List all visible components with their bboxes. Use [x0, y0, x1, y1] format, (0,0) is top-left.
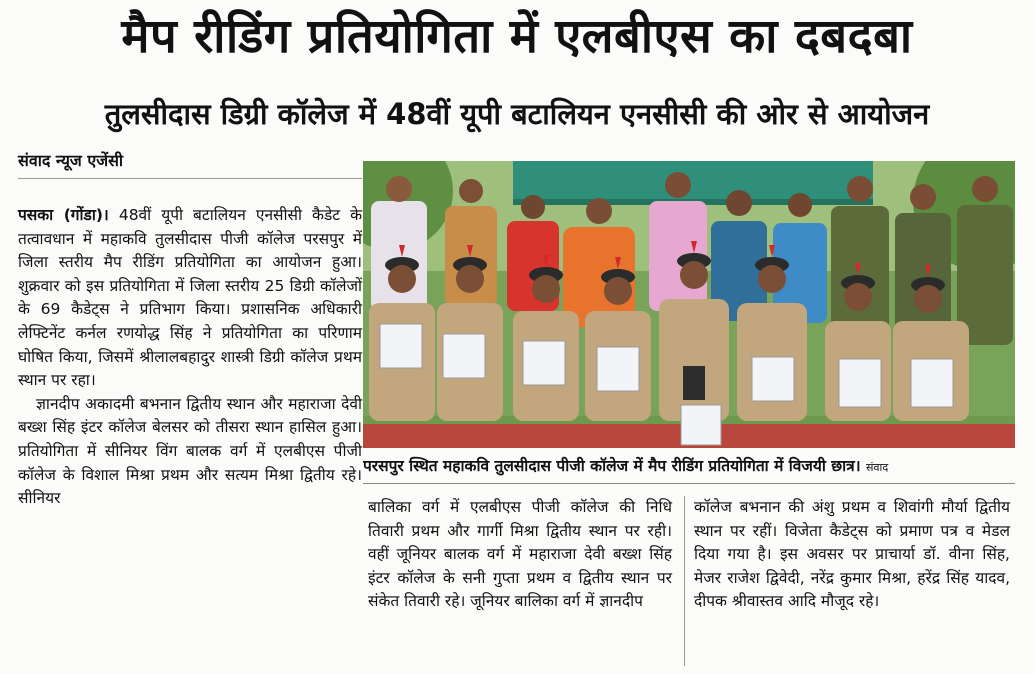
paragraph-3: बालिका वर्ग में एलबीएस पीजी कॉलेज की निधि तिवारी प्रथम और गार्गी मिश्रा द्वितीय स्थान पर रही। वहीं जूनियर बालक वर्ग में महाराजा देवी बख्श सिंह इंटर कॉलेज के सनी गुप्ता प्रथम व द्वितीय स्थान पर संकेत तिवारी रहे। जूनियर बालिका वर्ग में ज्ञानदीप: [368, 498, 672, 611]
photo-caption-text: परसपुर स्थित महाकवि तुलसीदास पीजी कॉलेज में मैप रीडिंग प्रतियोगिता में विजयी छात्र।: [363, 457, 861, 475]
article-column-1: [18, 204, 362, 511]
dateline: पसका (गोंडा)।: [18, 206, 109, 224]
photo-credit: संवाद: [866, 461, 889, 474]
subheadline: तुलसीदास डिग्री कॉलेज में 48वीं यूपी बटालियन एनसीसी की ओर से आयोजन: [104, 97, 930, 131]
news-photo: [363, 161, 1015, 448]
article-column-2: [368, 496, 672, 614]
group-photo-illustration: [363, 161, 1015, 448]
paragraph-1: [18, 204, 362, 393]
photo-caption: [363, 449, 1015, 484]
byline: संवाद न्यूज एजेंसी: [18, 150, 362, 179]
paragraph-2: [18, 393, 362, 511]
paragraph-1-text: 48वीं यूपी बटालियन एनसीसी कैडेट के तत्वावधान में महाकवि तुलसीदास पीजी कॉलेज परसपुर में जिला स्तरीय मैप रीडिंग प्रतियोगिता का आयोजन हुआ। शुक्रवार को इस प्रतियोगिता में जिला स्तरीय 25 डिग्री कॉलेजों के 69 कैडेट्स ने प्रतिभाग किया। प्रशासनिक अधिकारी लेफ्टिनेंट कर्नल रणयोद्ध सिंह ने प्रतियोगिता का परिणाम घोषित किया, जिसमें श्रीलालबहादुर शास्त्री डिग्री कॉलेज प्रथम स्थान पर रहा।: [18, 206, 362, 390]
paragraph-2-text: ज्ञानदीप अकादमी बभनान द्वितीय स्थान और महाराजा देवी बख्श सिंह इंटर कॉलेज बेलसर को तीसरा स्थान हासिल हुआ। प्रतियोगिता में सीनियर विंग बालक वर्ग में एलबीएस पीजी कॉलेज के विशाल मिश्रा प्रथम और सत्यम मिश्रा द्वितीय रहे। सीनियर: [18, 394, 362, 508]
paragraph-4: कॉलेज बभनान की अंशु प्रथम व शिवांगी मौर्या द्वितीय स्थान पर रहीं। विजेता कैडेट्स को प्रमाण पत्र व मेडल दिया गया है। इस अवसर पर प्राचार्या डॉ. वीना सिंह, मेजर राजेश द्विवेदी, नरेंद्र कुमार मिश्रा, हरेंद्र सिंह यादव, दीपक श्रीवास्तव आदि मौजूद रहे।: [694, 498, 1010, 611]
article-column-3: [694, 496, 1010, 614]
column-divider: [684, 496, 685, 666]
headline: मैप रीडिंग प्रतियोगिता में एलबीएस का दबदबा: [121, 9, 913, 64]
